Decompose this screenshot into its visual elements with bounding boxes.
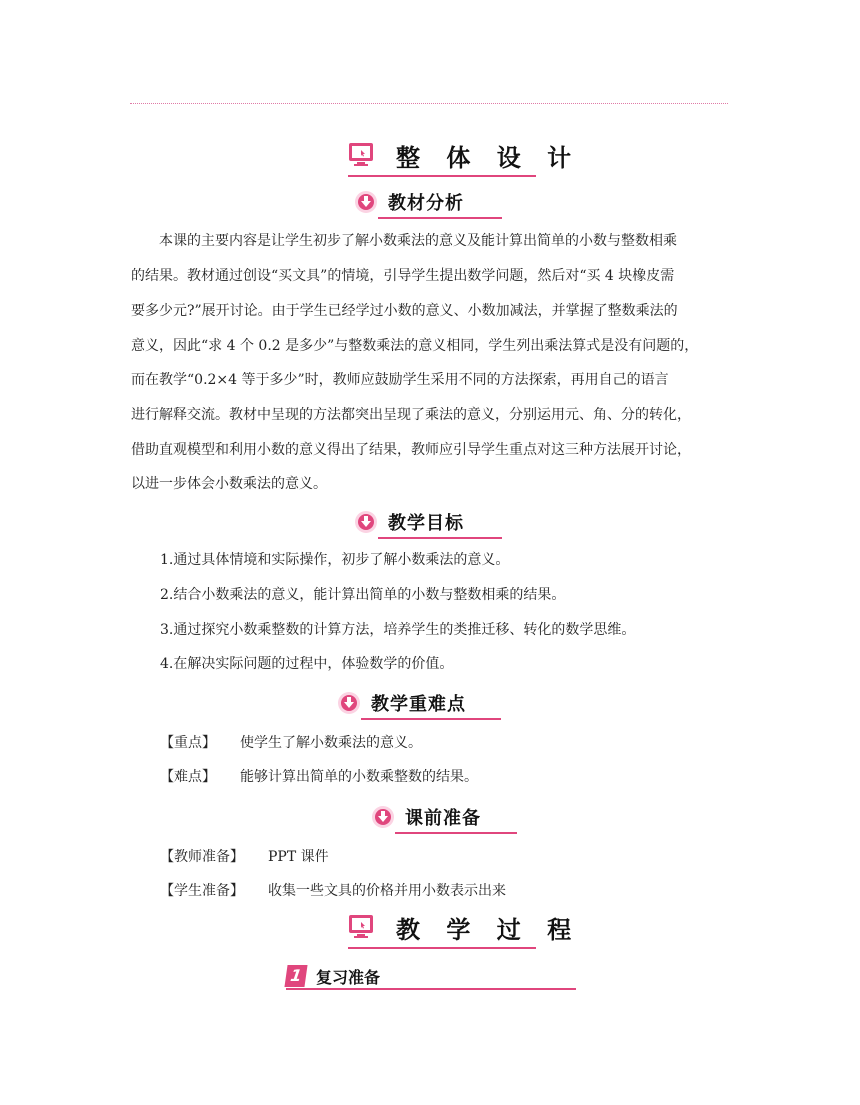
step-heading-review xyxy=(286,963,380,989)
subheading-preparation xyxy=(371,802,481,832)
difficult-point-label: 【难点】 xyxy=(160,769,216,785)
teacher-prep-label: 【教师准备】 xyxy=(160,849,244,865)
heading-text: 教 学 过 程 xyxy=(396,915,581,944)
analysis-line: 借助直观模型和利用小数的意义得出了结果，教师应引导学生重点对这三种方法展开讨论， xyxy=(131,442,691,458)
subheading-underline xyxy=(361,718,501,720)
analysis-line: 要多少元?”展开讨论。由于学生已经学过小数的意义、小数加减法，并掌握了整数乘法的 xyxy=(131,303,678,319)
key-point-label: 【重点】 xyxy=(160,735,216,751)
subheading-underline xyxy=(378,537,502,539)
monitor-icon xyxy=(348,914,374,940)
step-number-badge: 1 xyxy=(284,965,307,987)
section-heading-overall-design xyxy=(348,137,580,173)
goal-item: 2.结合小数乘法的意义，能计算出简单的小数与整数相乘的结果。 xyxy=(160,587,566,603)
heading-text: 整 体 设 计 xyxy=(396,143,581,172)
analysis-line: 的结果。教材通过创设“买文具”的情境，引导学生提出数学问题，然后对“买 4 块橡皮需 xyxy=(131,268,675,284)
student-prep-label: 【学生准备】 xyxy=(160,883,244,899)
teacher-prep-text: PPT 课件 xyxy=(268,849,329,865)
down-arrow-circle-icon xyxy=(337,691,361,715)
down-arrow-circle-icon xyxy=(354,510,378,534)
subheading-text: 教学重难点 xyxy=(371,694,466,715)
section-heading-teaching-process xyxy=(348,909,580,945)
subheading-text: 教材分析 xyxy=(388,193,464,214)
step-title: 复习准备 xyxy=(316,967,381,987)
subheading-teaching-goals xyxy=(354,507,464,537)
monitor-icon xyxy=(348,142,374,168)
heading-underline xyxy=(348,947,536,949)
subheading-key-difficult xyxy=(337,688,466,718)
goal-item: 4.在解决实际问题的过程中，体验数学的价值。 xyxy=(160,656,454,672)
subheading-text: 教学目标 xyxy=(388,513,464,534)
analysis-line: 本课的主要内容是让学生初步了解小数乘法的意义及能计算出简单的小数与整数相乘 xyxy=(159,233,677,249)
heading-underline xyxy=(348,175,536,177)
goal-item: 3.通过探究小数乘整数的计算方法，培养学生的类推迁移、转化的数学思维。 xyxy=(160,622,636,638)
analysis-line: 进行解释交流。教材中呈现的方法都突出呈现了乘法的意义，分别运用元、角、分的转化， xyxy=(131,407,691,423)
student-prep-text: 收集一些文具的价格并用小数表示出来 xyxy=(268,883,506,899)
subheading-underline xyxy=(395,832,517,834)
analysis-line: 以进一步体会小数乘法的意义。 xyxy=(131,476,327,492)
goal-item: 1.通过具体情境和实际操作，初步了解小数乘法的意义。 xyxy=(160,552,510,568)
key-point-text: 使学生了解小数乘法的意义。 xyxy=(240,735,422,751)
difficult-point-text: 能够计算出简单的小数乘整数的结果。 xyxy=(240,769,478,785)
header-dotted-rule xyxy=(130,103,728,104)
subheading-underline xyxy=(378,217,502,219)
analysis-line: 意义，因此“求 4 个 0.2 是多少”与整数乘法的意义相同，学生列出乘法算式是没有问题的， xyxy=(131,338,699,354)
subheading-text: 课前准备 xyxy=(405,808,481,829)
down-arrow-circle-icon xyxy=(371,805,395,829)
step-underline xyxy=(286,988,576,990)
analysis-line: 而在教学“0.2×4 等于多少”时，教师应鼓励学生采用不同的方法探索，再用自己的语言 xyxy=(131,372,669,388)
down-arrow-circle-icon xyxy=(354,190,378,214)
subheading-material-analysis xyxy=(354,187,464,217)
